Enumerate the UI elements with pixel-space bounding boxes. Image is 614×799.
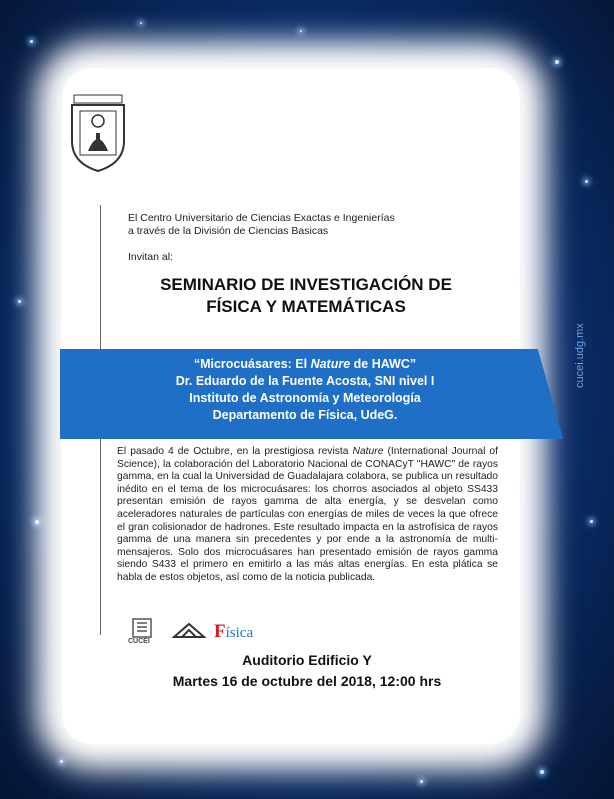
speaker-institute: Instituto de Astronomía y Meteorología — [189, 391, 421, 405]
talk-title-prefix: “Microcuásares: El — [193, 357, 311, 371]
abstract-part-2: (International Journal of Science), la colaboración del Laboratorio Nacional de CONACyT "HAWC" de rayos gamma, en la cual la Universidad de Guadalajara colabora, se publica un resultado inédito en el tema de los microcuásares: los chorros asociados al objeto SS433 presentan emisión de rayos gamma de alta energía, y se desvelan como aceleradores naturales de partículas con energías de miles de veces la que ofrece el gran colisionador de hadrones. Este resultado impacta en la astrofísica de rayos gamma de una manera sin precedentes y por ende a la astronomía de multi-mensajeros. Solo dos microcuásares han presentado emisión de rayos gamma siendo S433 el primero en emitirlo a las más altas energías. En esta plática se habla de estos objetos, así como de la noticia publicada. — [117, 446, 498, 583]
fisica-logo-rest: ísica — [225, 625, 254, 641]
cucei-logo-label: CUCEI — [128, 638, 150, 645]
seminar-title — [128, 274, 484, 318]
talk-title — [95, 356, 515, 373]
abstract-part-1: El pasado 4 de Octubre, en la prestigiosa revista — [117, 446, 353, 457]
seminar-title-line-2: FÍSICA Y MATEMÁTICAS — [206, 297, 406, 316]
venue-place: Auditorio Edificio Y — [242, 652, 372, 668]
fisica-logo-initial: F — [214, 621, 226, 642]
university-seal-icon — [68, 93, 128, 173]
speaker-department: Departamento de Física, UdeG. — [212, 408, 398, 422]
talk-banner-text — [95, 356, 515, 424]
venue-datetime: Martes 16 de octubre del 2018, 12:00 hrs — [172, 673, 442, 689]
triangle-logo-icon — [172, 622, 206, 638]
fisica-logo — [214, 621, 253, 643]
organizer-text — [128, 212, 395, 238]
abstract-text — [117, 446, 498, 585]
website-label: cucei.udg.mx — [574, 323, 586, 388]
speaker-name: Dr. Eduardo de la Fuente Acosta, SNI nivel I — [175, 374, 435, 388]
abstract-journal-name: Nature — [352, 446, 384, 457]
talk-title-italic: Nature — [310, 357, 351, 371]
organizer-line-1: El Centro Universitario de Ciencias Exactas e Ingenierías — [128, 212, 395, 224]
talk-title-suffix: de HAWC” — [350, 357, 417, 371]
invitation-label: Invitan al: — [128, 251, 173, 263]
organizer-line-2: a través de la División de Ciencias Basicas — [128, 225, 329, 237]
seminar-title-line-1: SEMINARIO DE INVESTIGACIÓN DE — [160, 275, 452, 294]
